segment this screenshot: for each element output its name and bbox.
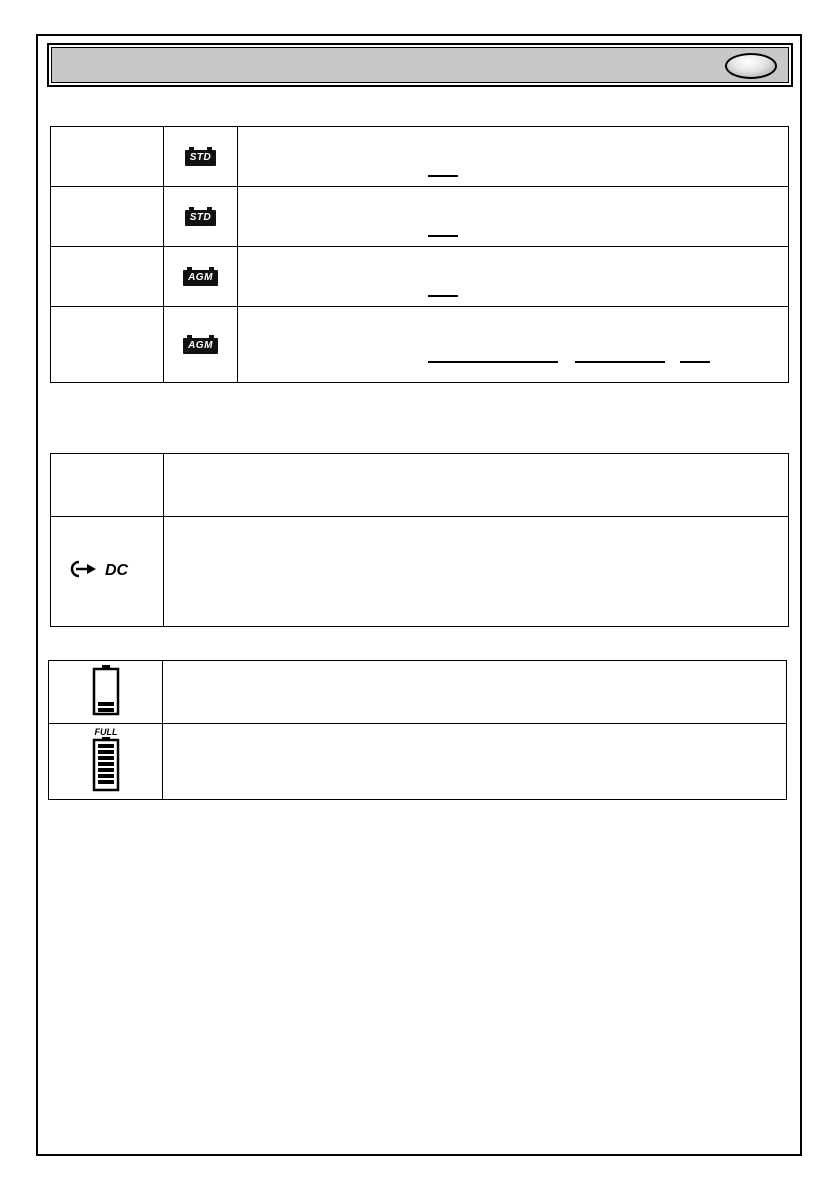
table-row xyxy=(49,724,787,800)
battery-description xyxy=(163,724,787,800)
status-description xyxy=(164,454,789,517)
svg-text:DC: DC xyxy=(105,562,129,579)
mode-description xyxy=(238,307,789,383)
mode-description xyxy=(238,187,789,247)
table-row xyxy=(51,187,789,247)
charging-modes-table xyxy=(50,126,789,383)
plug-arrow-icon xyxy=(67,557,147,581)
table-row xyxy=(51,247,789,307)
battery-indicator-table xyxy=(48,660,787,800)
mode-label xyxy=(51,247,164,307)
agm-battery-icon: AGM xyxy=(164,247,238,307)
power-to-dc-icon xyxy=(51,517,164,627)
std-battery-icon: STD xyxy=(164,127,238,187)
table-row xyxy=(51,454,789,517)
std-battery-icon: STD xyxy=(164,187,238,247)
table-row xyxy=(51,127,789,187)
battery-full-icon xyxy=(49,724,163,800)
agm-battery-icon: AGM xyxy=(164,307,238,383)
mode-label xyxy=(51,127,164,187)
table-row xyxy=(49,661,787,724)
mode-description xyxy=(238,247,789,307)
section-header xyxy=(47,43,793,87)
status-table xyxy=(50,453,789,627)
table-row xyxy=(51,307,789,383)
mode-label xyxy=(51,307,164,383)
full-label: FULL xyxy=(94,727,117,737)
battery-description xyxy=(163,661,787,724)
battery-low-icon xyxy=(49,661,163,724)
mode-description xyxy=(238,127,789,187)
page-badge xyxy=(725,53,777,79)
table-row xyxy=(51,517,789,627)
mode-label xyxy=(51,187,164,247)
status-label xyxy=(51,454,164,517)
status-description xyxy=(164,517,789,627)
